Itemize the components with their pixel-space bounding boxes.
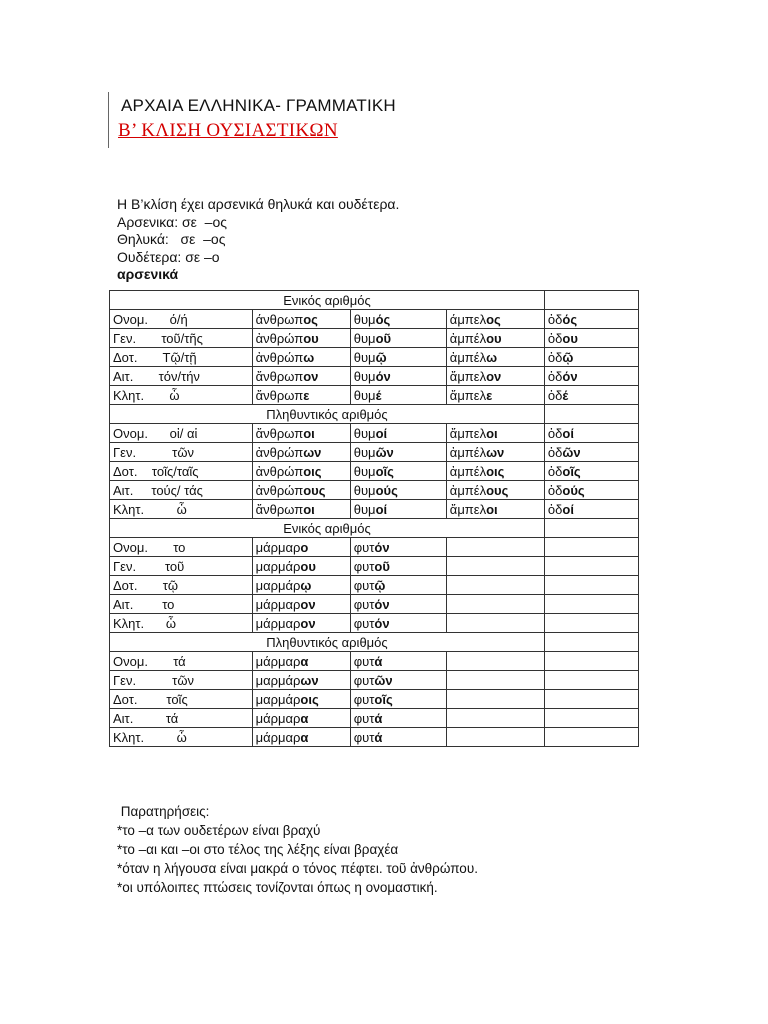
table-row [110,500,639,519]
ending-text: οῦ [374,558,390,574]
form-cell [350,367,446,386]
ending-text: έ [375,387,382,403]
stem-text: ὁδ [547,482,563,498]
ending-text: α [300,653,309,669]
ending-text: οί [562,425,574,441]
ending-text: οῦ [375,330,392,346]
stem-text: μάρμαρ [255,596,301,612]
form-cell [252,386,350,405]
form-cell [350,500,446,519]
stem-text: ὁδ [547,463,563,479]
case-text: Αιτ. τόν/τήν [113,368,200,384]
case-text: Αιτ. τούς/ τάς [113,482,203,498]
case-text: Γεν. τῶν [113,672,194,688]
form-cell [446,424,544,443]
ending-text: οι [486,501,498,517]
table-cell [544,405,638,424]
intro-line: Ουδέτερα: σε –ο [117,248,220,265]
case-label-cell [110,443,253,462]
stem-text: φυτ [353,615,375,631]
form-cell [544,367,638,386]
form-cell [350,329,446,348]
stem-text: ἄμπελ [449,387,487,403]
form-cell [544,424,638,443]
form-cell [446,671,544,690]
declension-table [109,290,639,747]
form-cell [544,481,638,500]
case-label-cell [110,557,253,576]
stem-text: ἀνθρώπ [255,444,304,460]
form-cell [544,614,638,633]
form-cell [252,595,350,614]
stem-text: θυμ [353,425,376,441]
case-text: Κλητ. ὦ [113,501,187,517]
form-cell [446,595,544,614]
table-row [110,462,639,481]
stem-text: θυμ [353,482,376,498]
case-text: Ονομ. οἱ/ αἱ [113,425,198,441]
form-cell [446,690,544,709]
table-row [110,652,639,671]
form-cell [350,310,446,329]
table-row [110,538,639,557]
form-cell [446,462,544,481]
ending-text: ά [374,710,383,726]
form-cell [252,329,350,348]
stem-text: ἀμπέλ [449,463,487,479]
ending-text: οι [486,425,498,441]
ending-text: ων [300,672,319,688]
form-cell [350,595,446,614]
stem-text: ἄνθρωπ [255,425,304,441]
form-cell [252,690,350,709]
ending-text: όν [562,368,578,384]
ending-text: ε [303,387,310,403]
ending-text: όν [375,368,391,384]
stem-text: ὁδ [547,311,563,327]
form-cell [350,538,446,557]
form-cell [252,462,350,481]
form-cell [544,576,638,595]
stem-text: μαρμάρ [255,558,301,574]
table-row [110,576,639,595]
form-cell [446,310,544,329]
case-label-cell [110,310,253,329]
form-cell [544,652,638,671]
stem-text: φυτ [353,577,375,593]
stem-text: μάρμαρ [255,539,301,555]
ending-text: ον [303,368,319,384]
ending-text: ός [375,311,391,327]
page-title: ΑΡΧΑΙΑ ΕΛΛΗΝΙΚΑ- ΓΡΑΜΜΑΤΙΚΗ [121,96,396,115]
form-cell [252,538,350,557]
ending-text: οί [562,501,574,517]
table-row [110,557,639,576]
number-header: Ενικός αριθμός [110,291,545,310]
form-cell [252,424,350,443]
form-cell [544,690,638,709]
form-cell [252,557,350,576]
ending-text: οί [375,425,388,441]
stem-text: φυτ [353,653,375,669]
ending-text: ων [486,444,505,460]
case-text: Κλητ. ὦ [113,387,180,403]
number-header: Πληθυντικός αριθμός [110,405,545,424]
form-cell [252,614,350,633]
form-cell [544,386,638,405]
case-text: Γεν. τοῦ/τῆς [113,330,203,346]
form-cell [252,671,350,690]
ending-text: ω [486,349,498,365]
form-cell [252,652,350,671]
stem-text: θυμ [353,463,376,479]
form-cell [252,481,350,500]
case-text: Ονομ. τά [113,653,186,669]
case-text: Αιτ. το [113,596,175,612]
form-cell [446,652,544,671]
case-label-cell [110,671,253,690]
stem-text: μάρμαρ [255,653,301,669]
form-cell [350,652,446,671]
table-number-header-row [110,405,639,424]
form-cell [350,557,446,576]
stem-text: ἄνθρωπ [255,368,304,384]
case-text: Δοτ. τοῖς/ταῖς [113,463,199,479]
stem-text: ὁδ [547,368,563,384]
case-label-cell [110,709,253,728]
case-label-cell [110,690,253,709]
stem-text: ἀνθρώπ [255,463,304,479]
table-row [110,329,639,348]
intro-text [117,196,399,284]
ending-text: οί [375,501,388,517]
stem-text: θυμ [353,501,376,517]
table-row [110,367,639,386]
form-cell [350,671,446,690]
form-cell [544,671,638,690]
stem-text: θυμ [353,311,376,327]
stem-text: μαρμάρ [255,691,301,707]
stem-text: θυμ [353,368,376,384]
case-label-cell [110,481,253,500]
table-cell [544,519,638,538]
ending-text: ῷ [374,577,386,593]
ending-text: ῷ [562,349,574,365]
table-number-header-row [110,291,639,310]
ending-text: ου [300,558,316,574]
stem-text: ἀνθρώπ [255,482,304,498]
notes-section [117,802,478,897]
form-cell [544,443,638,462]
ending-text: ους [486,482,509,498]
ending-text: ῷ [375,349,387,365]
ending-text: ά [374,653,383,669]
form-cell [446,386,544,405]
ending-text: οῖς [562,463,581,479]
form-cell [544,557,638,576]
stem-text: ὁδ [547,425,563,441]
stem-text: άμπελ [449,311,487,327]
ending-text: ου [486,330,502,346]
ending-text: ῶν [562,444,581,460]
case-label-cell [110,652,253,671]
stem-text: φυτ [353,558,375,574]
form-cell [350,462,446,481]
form-cell [446,481,544,500]
stem-text: ἄμπελ [449,501,487,517]
form-cell [544,462,638,481]
table-number-header-row [110,519,639,538]
case-label-cell [110,576,253,595]
ending-text: οις [486,463,505,479]
form-cell [252,728,350,747]
ending-text: ούς [375,482,398,498]
stem-text: ὁδ [547,330,563,346]
note-line: *οι υπόλοιπες πτώσεις τονίζονται όπως η ονομαστική. [117,880,438,895]
ending-text: α [300,710,309,726]
case-text: Ονομ. ό/ή [113,311,188,327]
number-header: Πληθυντικός αριθμός [110,633,545,652]
stem-text: ὁδ [547,387,563,403]
table-row [110,310,639,329]
stem-text: ὁδ [547,444,563,460]
intro-line: Η Β’κλίση έχει αρσενικά θηλυκά και ουδέτερα. [117,196,400,212]
stem-text: άνθρωπ [255,311,304,327]
form-cell [544,310,638,329]
table-number-header-row [110,633,639,652]
form-cell [544,728,638,747]
form-cell [446,538,544,557]
case-label-cell [110,538,253,557]
stem-text: ἄνθρωπ [255,387,304,403]
stem-text: ἀμπέλ [449,349,487,365]
ending-text: α [300,729,309,745]
table-cell [544,291,638,310]
form-cell [446,614,544,633]
notes-heading: Παρατηρήσεις: [117,804,210,819]
case-text: Κλητ. ὦ [113,729,187,745]
case-label-cell [110,424,253,443]
case-label-cell [110,386,253,405]
form-cell [446,500,544,519]
case-text: Γεν. τοῦ [113,558,185,574]
form-cell [350,443,446,462]
page-subtitle: Β’ ΚΛΙΣΗ ΟΥΣΙΑΣΤΙΚΩΝ [118,120,338,141]
stem-text: μαρμάρ [255,672,301,688]
table-row [110,614,639,633]
table-row [110,424,639,443]
ending-text: οῖς [375,463,394,479]
case-text: Δοτ. τῷ [113,577,179,593]
form-cell [446,557,544,576]
ending-text: ε [486,387,493,403]
ending-text: ο [300,539,309,555]
ending-text: όν [374,615,390,631]
form-cell [252,576,350,595]
table-row [110,728,639,747]
form-cell [252,348,350,367]
stem-text: ἀμπέλ [449,482,487,498]
table-row [110,595,639,614]
ending-text: ος [303,311,318,327]
ending-text: ον [300,596,316,612]
form-cell [350,709,446,728]
ending-text: ου [562,330,578,346]
intro-line: Θηλυκά: σε –ος [117,231,226,247]
stem-text: ὁδ [547,501,563,517]
table-row [110,443,639,462]
ending-text: οις [300,691,319,707]
case-label-cell [110,500,253,519]
case-label-cell [110,367,253,386]
stem-text: θυμ [353,330,376,346]
case-label-cell [110,329,253,348]
form-cell [544,595,638,614]
stem-text: μαρμάρ [255,577,301,593]
ending-text: ω [303,349,315,365]
table-row [110,690,639,709]
case-label-cell [110,728,253,747]
ending-text: ούς [562,482,585,498]
table-cell [544,633,638,652]
ending-text: ος [486,311,501,327]
form-cell [544,329,638,348]
ending-text: ῳ [300,577,312,593]
ending-text: ον [486,368,502,384]
form-cell [446,367,544,386]
form-cell [544,348,638,367]
note-line: *όταν η λήγουσα είναι μακρά ο τόνος πέφτει. τοῦ ἀνθρώπου. [117,861,478,876]
note-line: *το –αι και –οι στο τέλος της λέξης είναι βραχέα [117,842,399,857]
ending-text: οι [303,501,315,517]
table-row [110,709,639,728]
stem-text: φυτ [353,710,375,726]
stem-text: φυτ [353,729,375,745]
form-cell [446,576,544,595]
table-row [110,481,639,500]
number-header: Ενικός αριθμός [110,519,545,538]
case-text: Κλητ. ὦ [113,615,176,631]
case-text: Γεν. τῶν [113,444,194,460]
case-label-cell [110,595,253,614]
note-line: *το –α των ουδετέρων είναι βραχύ [117,823,321,838]
form-cell [544,709,638,728]
stem-text: θυμ [353,444,376,460]
form-cell [350,576,446,595]
case-label-cell [110,348,253,367]
form-cell [252,500,350,519]
ending-text: οῖς [374,691,393,707]
form-cell [350,424,446,443]
section-label: αρσενικά [117,266,179,282]
ending-text: ους [303,482,326,498]
stem-text: φυτ [353,672,375,688]
form-cell [252,367,350,386]
case-text: Ονομ. το [113,539,186,555]
stem-text: φυτ [353,596,375,612]
case-label-cell [110,462,253,481]
stem-text: ὁδ [547,349,563,365]
case-text: Δοτ. τοῖς [113,691,188,707]
form-cell [350,386,446,405]
ending-text: ῶν [375,444,394,460]
form-cell [350,690,446,709]
form-cell [350,614,446,633]
form-cell [350,728,446,747]
declension-table-body [110,291,639,747]
form-cell [446,728,544,747]
ending-text: έ [562,387,569,403]
ending-text: ά [374,729,383,745]
form-cell [252,310,350,329]
ending-text: οις [303,463,322,479]
form-cell [446,348,544,367]
table-row [110,386,639,405]
stem-text: ἄνθρωπ [255,501,304,517]
ending-text: όν [374,539,390,555]
stem-text: φυτ [353,539,375,555]
table-row [110,671,639,690]
stem-text: ἀμπέλ [449,330,487,346]
form-cell [446,329,544,348]
ending-text: ον [300,615,316,631]
form-cell [252,709,350,728]
form-cell [446,709,544,728]
stem-text: μάρμαρ [255,710,301,726]
stem-text: μάρμαρ [255,615,301,631]
form-cell [446,443,544,462]
case-label-cell [110,614,253,633]
margin-rule [108,92,109,148]
ending-text: ός [562,311,578,327]
ending-text: οι [303,425,315,441]
case-text: Δοτ. Τῷ/τῇ [113,349,197,365]
ending-text: ου [303,330,319,346]
stem-text: ἀνθρώπ [255,349,304,365]
case-text: Αιτ. τά [113,710,179,726]
form-cell [350,481,446,500]
stem-text: ἄμπελ [449,368,487,384]
stem-text: θυμ [353,349,376,365]
form-cell [252,443,350,462]
stem-text: θυμ [353,387,376,403]
ending-text: ῶν [374,672,393,688]
ending-text: όν [374,596,390,612]
stem-text: φυτ [353,691,375,707]
stem-text: ἀμπέλ [449,444,487,460]
stem-text: μάρμαρ [255,729,301,745]
intro-line: Αρσενικα: σε –ος [117,213,227,230]
form-cell [544,500,638,519]
form-cell [544,538,638,557]
table-row [110,348,639,367]
ending-text: ων [303,444,322,460]
stem-text: ἀνθρώπ [255,330,304,346]
form-cell [350,348,446,367]
stem-text: ἄμπελ [449,425,487,441]
